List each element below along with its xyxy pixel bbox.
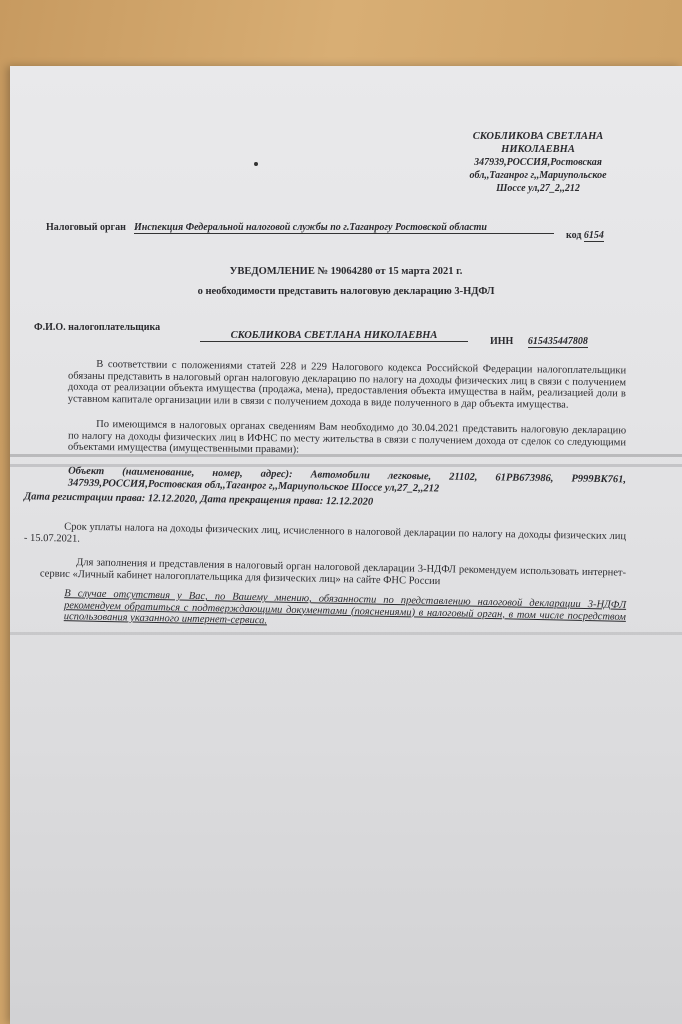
- taxpayer-name: СКОБЛИКОВА СВЕТЛАНА НИКОЛАЕВНА: [200, 330, 468, 342]
- tax-authority-label: Налоговый орган: [46, 222, 126, 233]
- notice-document: [10, 66, 682, 1024]
- paragraph-1: В соответствии с положениями статей 228 и 229 Налогового кодекса Российской Федерации налогоплательщики обязаны представить в налоговый орган налоговую декларацию по налогу на доходы физических лиц в связи с получением дохода от реализации объекта имущества (продажа, мена), предоставления объекта имущества в найм, реализацией доли в уставном капитале организации или в связи с получением дохода в виде полученного в дар объекта имущества.: [67, 358, 627, 411]
- code-label: код: [566, 230, 582, 241]
- paragraph-3: Срок уплаты налога на доходы физических лиц, исчисленного в налоговой декларации по налогу на доходы физических лиц - 15.07.2021.: [23, 521, 627, 545]
- paragraph-5: В случае отсутствия у Вас, по Вашему мнению, обязанности по представлению налоговой декларации 3-НДФЛ рекомендуем обратиться с подтверждающими документами (пояснениями) в налоговый орган, в том числе посредством использования указанного интернет-сервиса.: [63, 588, 627, 627]
- sender-address: 347939,РОССИЯ,Ростовская обл,,Таганрог г,,Мариупольское Шоссе ул,27_2,,212: [469, 157, 607, 194]
- print-streak: [10, 454, 682, 457]
- tax-authority-row: [46, 222, 126, 233]
- paragraph-4: Для заполнения и представления в налоговый орган налоговой декларации 3-НДФЛ рекомендуем использовать интернет-сервис «Личный кабинет налогоплательщика для физических лиц» на сайте ФНС России: [39, 557, 627, 587]
- inn-block: [490, 336, 588, 347]
- taxpayer-label: Ф.И.О. налогоплательщика: [34, 322, 161, 333]
- inn-value: 615435447808: [527, 336, 588, 347]
- print-streak: [10, 464, 682, 467]
- sender-block: [458, 130, 618, 195]
- tax-authority-code: [566, 230, 604, 241]
- code-value: 6154: [583, 230, 604, 241]
- paragraph-2: По имеющимся в налоговых органах сведениям Вам необходимо до 30.04.2021 представить налоговую декларацию по налогу на доходы физических лиц в ИФНС по месту жительства в связи с получением дохода от сделок со следующими объектами имущества (имущественными правами):: [67, 418, 627, 456]
- print-streak: [10, 632, 682, 635]
- property-object: Объект (наименование, номер, адрес): Автомобили легковые, 21102, 61РВ673986, Р999ВК761, 347939,РОССИЯ,Ростовская обл,,Таганрог г,,Мариупольское Шоссе ул,27_2,,212: [67, 465, 627, 494]
- notice-title: УВЕДОМЛЕНИЕ № 19064280 от 15 марта 2021 г.: [229, 266, 463, 277]
- tax-authority-name: Инспекция Федеральной налоговой службы по г.Таганрогу Ростовской области: [134, 222, 554, 234]
- inn-label: ИНН: [490, 336, 514, 347]
- sender-name: СКОБЛИКОВА СВЕТЛАНА НИКОЛАЕВНА: [472, 131, 604, 155]
- ink-dot: [254, 162, 258, 166]
- right-dates: Дата регистрации права: 12.12.2020, Дата прекращения права: 12.12.2020: [23, 491, 374, 508]
- notice-subtitle: о необходимости представить налоговую декларацию 3-НДФЛ: [197, 286, 495, 297]
